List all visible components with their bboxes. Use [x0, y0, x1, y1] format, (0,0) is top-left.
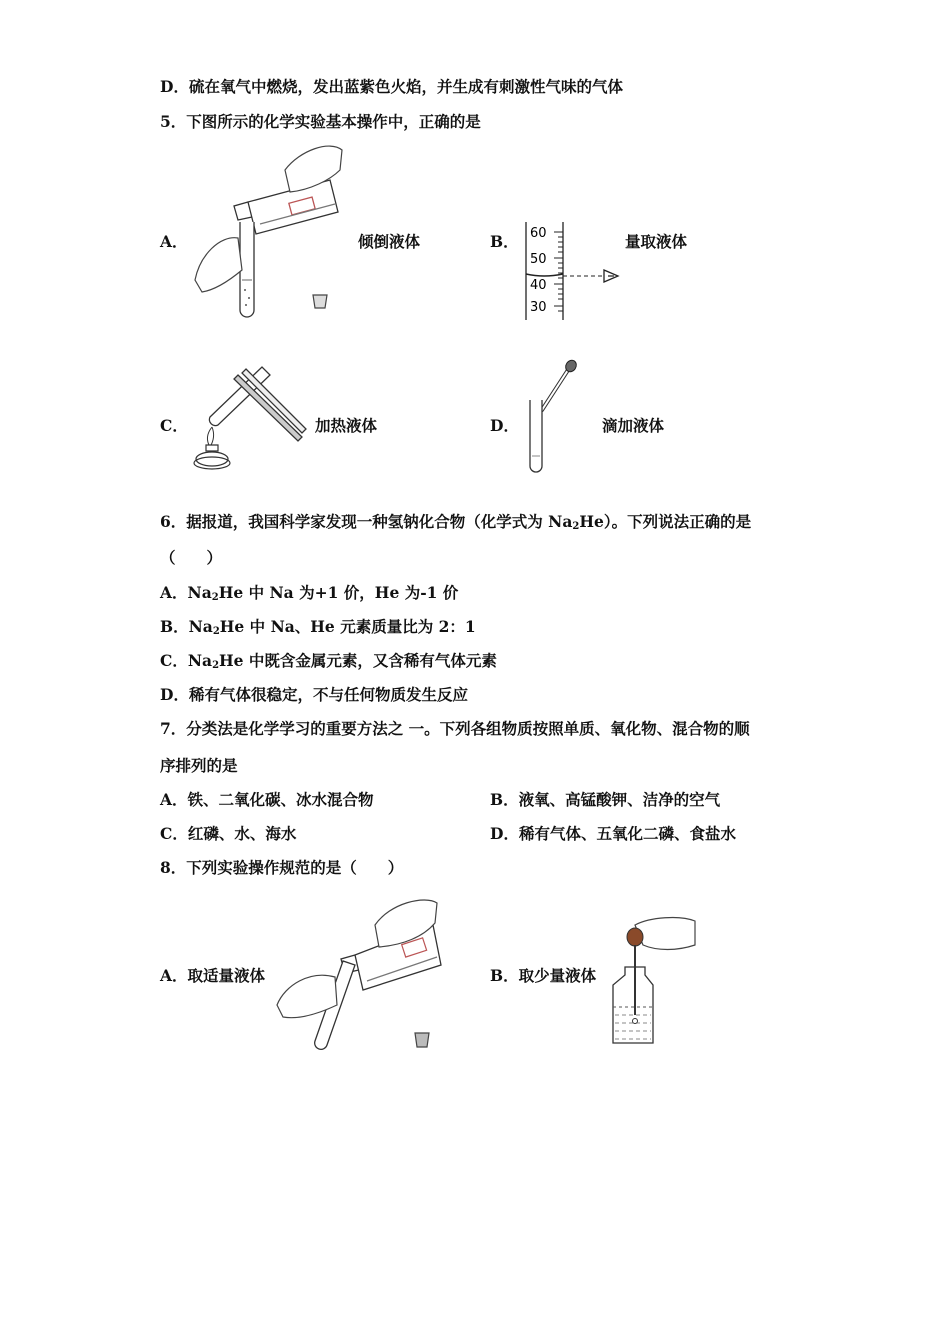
graduated-cylinder-figure: [518, 218, 628, 324]
q6-option-c[interactable]: C．$Na_2He$ 中既含金属元素，又含稀有气体元素: [160, 651, 497, 671]
heating-liquid-figure: [190, 355, 310, 475]
tick-label-50: 50: [530, 252, 547, 267]
pouring-liquid-figure-2: [275, 895, 445, 1053]
q7-option-a[interactable]: A．铁、二氧化碳、冰水混合物: [160, 790, 374, 809]
tick-label-30: 30: [530, 300, 547, 315]
dropping-liquid-figure: [518, 358, 588, 476]
q4-option-d: D．硫在氧气中燃烧，发出蓝紫色火焰，并生成有刺激性气味的气体: [160, 77, 623, 96]
q6-option-b[interactable]: B．$Na_2He$ 中 Na、He 元素质量比为 2：1: [160, 617, 476, 637]
q7-stem-line2: 序排列的是: [160, 756, 238, 775]
q7-option-b[interactable]: B．液氧、高锰酸钾、洁净的空气: [490, 790, 721, 809]
q5-option-a-label[interactable]: A．: [160, 232, 188, 251]
stopper-icon: [415, 1033, 429, 1047]
q7-option-d[interactable]: D．稀有气体、五氧化二磷、食盐水: [490, 824, 736, 843]
q5-option-c-caption: 加热液体: [315, 416, 378, 435]
q7-stem-line1: 7．分类法是化学学习的重要方法之 一。下列各组物质按照单质、氧化物、混合物的顺: [160, 719, 750, 738]
q7-option-c[interactable]: C．红磷、水、海水: [160, 824, 297, 843]
dropper-bottle-figure: [605, 915, 700, 1047]
q5-option-b-label[interactable]: B．: [490, 232, 519, 251]
hand-icon: [285, 146, 342, 192]
q6-blank: （ ）: [160, 548, 223, 567]
q5-option-a-caption: 倾倒液体: [358, 232, 421, 251]
stopper-icon: [313, 295, 327, 308]
hand-icon: [635, 918, 695, 950]
q5-option-b-caption: 量取液体: [625, 232, 688, 251]
tick-label-60: 60: [530, 226, 547, 241]
q8-option-a[interactable]: A．取适量液体: [160, 966, 266, 985]
q5-option-c-label[interactable]: C．: [160, 416, 188, 435]
q8-option-b[interactable]: B．取少量液体: [490, 966, 597, 985]
q6-option-a[interactable]: A．$Na_2He$ 中 Na 为+1 价，He 为-1 价: [160, 583, 459, 603]
q5-stem: 5．下图所示的化学实验基本操作中，正确的是: [160, 112, 481, 131]
q8-stem: 8．下列实验操作规范的是（ ）: [160, 858, 404, 877]
q5-option-d-caption: 滴加液体: [602, 416, 665, 435]
tick-label-40: 40: [530, 278, 547, 293]
hand-icon: [195, 238, 242, 292]
q5-option-d-label[interactable]: D．: [490, 416, 519, 435]
q6-stem: 6．据报道，我国科学家发现一种氢钠化合物（化学式为 $Na_2He$）。下列说法正确的是: [160, 512, 752, 532]
eye-icon: [604, 270, 618, 282]
pouring-liquid-figure: [190, 140, 350, 325]
q6-option-d[interactable]: D．稀有气体很稳定，不与任何物质发生反应: [160, 685, 468, 704]
